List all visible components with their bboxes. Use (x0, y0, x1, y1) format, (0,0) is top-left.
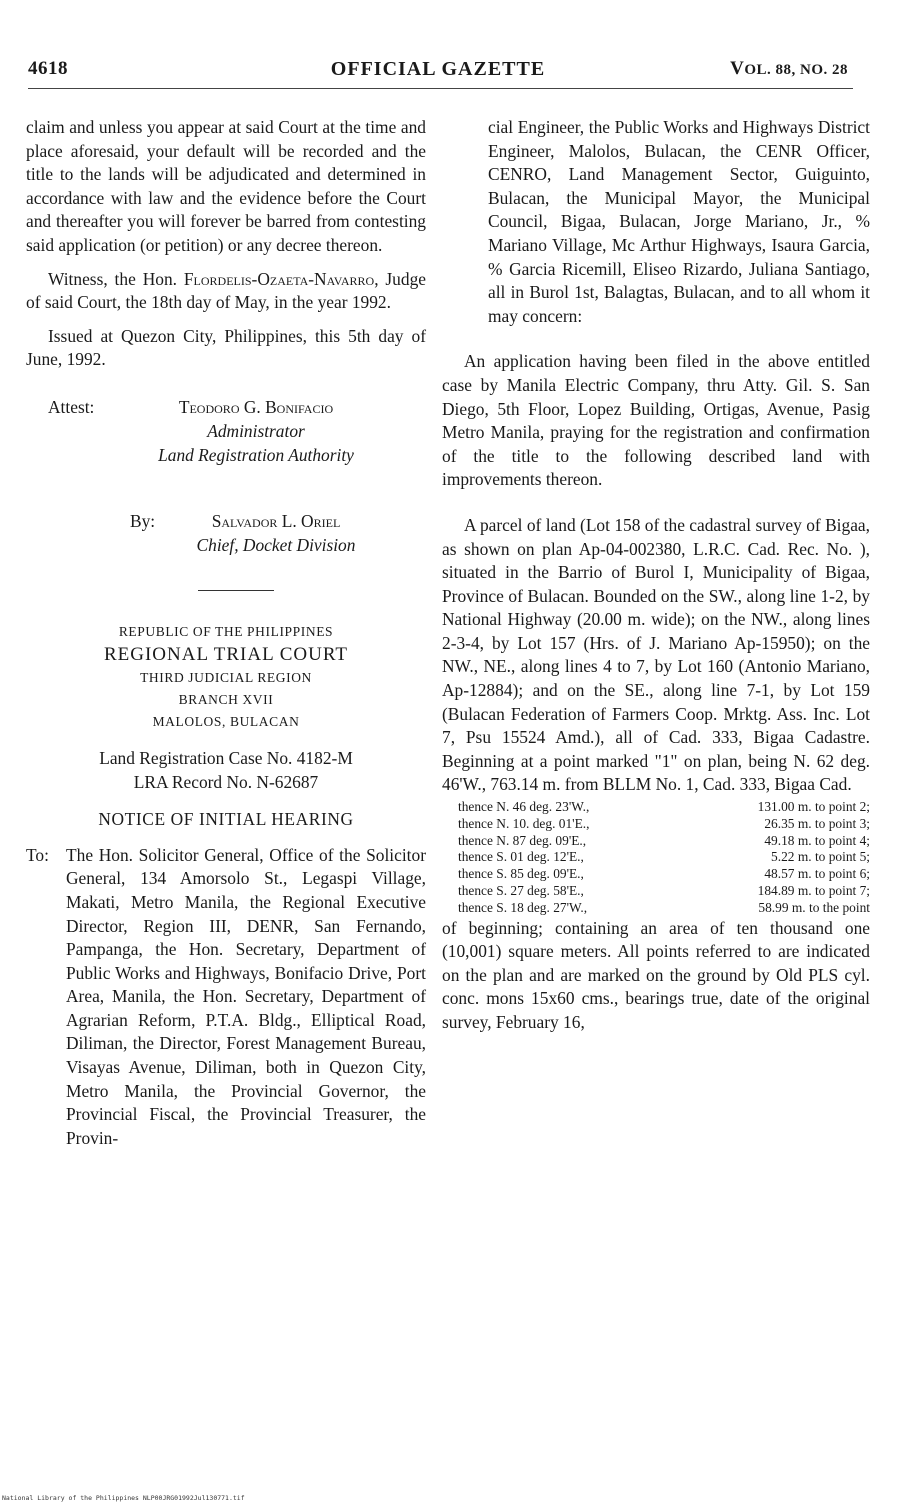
bearings-list (442, 799, 870, 917)
attest-name: Teodoro G. Bonifacio (178, 396, 334, 417)
header-rule (28, 88, 853, 89)
attest-label: Attest: (48, 396, 95, 417)
bearing-row (458, 833, 870, 850)
bearing-distance: 58.99 m. to the point (758, 899, 870, 915)
parcel-description: A parcel of land (Lot 158 of the cadastral survey of Bigaa, as shown on plan Ap-04-002380, L.R.C. Cad. Rec. No. ), situated in the Barrio of Burol I, Municipality of Bigaa, Province of Bulacan. Bounded on the SW., along line 1-2, by National Highway (20.00 m. wide); on the NW., along lines 2-3-4, by Lot 157 (Hrs. of J. Mariano Ap-15950); on the NW., NE., along lines 4 to 7, by Lot 160 (Antonio Mariano, Ap-12884); and on the SE., along line 7-1, by Lot 159 (Bulacan Federation of Farmers Coop. Mrktg. Ass. Inc. Lot 7, Psu 15524 Amd.), all of Cad. 333, Bigaa Cadastre. Beginning at a point marked "1" on plan, being N. 62 deg. 46'W., 763.14 m. from BLLM No. 1, Cad. 333, Bigaa Cad. (442, 514, 870, 795)
court-location: MALOLOS, BULACAN (152, 713, 300, 729)
by-name: Salvador L. Oriel (211, 510, 341, 531)
by-title: Chief, Docket Division (196, 534, 356, 555)
bearing-direction: thence N. 87 deg. 09'E., (458, 832, 587, 848)
bearing-direction: thence S. 01 deg. 12'E., (458, 849, 584, 865)
area-description: of beginning; containing an area of ten thousand one (10,001) square meters. All points referred to are indicated on the plan and are marked on the ground by Old PLS cyl. conc. mons 15x60 cms., bearings true, date of the original survey, February 16, (442, 917, 870, 1032)
bearing-row (458, 900, 870, 917)
bearing-direction: thence S. 27 deg. 58'E., (458, 883, 584, 899)
issued-paragraph: Issued at Quezon City, Philippines, this 5th day of June, 1992. (26, 325, 426, 370)
case-numbers (26, 747, 426, 794)
judge-name: Flordelis-Ozaeta-Navarro (183, 268, 375, 289)
bearing-distance: 49.18 m. to point 4; (764, 832, 870, 848)
bearing-row (458, 816, 870, 833)
volume-number (730, 58, 848, 80)
scan-footer: National Library of the Philippines NLP00JRG01992Jul130771.tif (2, 1494, 245, 1502)
page-header (28, 58, 848, 86)
bearing-direction: thence N. 46 deg. 23'W., (458, 799, 590, 815)
bearing-distance: 26.35 m. to point 3; (764, 815, 870, 831)
by-block (26, 510, 426, 574)
by-label: By: (130, 510, 156, 531)
volume-rest: OL. 88, NO. 28 (744, 62, 848, 78)
court-branch: BRANCH XVII (178, 691, 274, 707)
bearing-distance: 48.57 m. to point 6; (764, 866, 870, 882)
to-label: To: (26, 844, 49, 865)
volume-prefix: V (730, 58, 745, 79)
attest-title-administrator: Administrator (207, 420, 305, 441)
lra-record-number: LRA Record No. N-62687 (133, 771, 319, 792)
page-number: 4618 (28, 58, 68, 79)
bearing-distance: 184.89 m. to point 7; (757, 883, 870, 899)
bearing-row (458, 799, 870, 816)
addressees-text: The Hon. Solicitor General, Office of the Solicitor General, 134 Amorsolo St., Legaspi Village, Makati, Metro Manila, the Regional Executive Director, Region III, DENR, San Fernando, Pampanga, the Hon. Secretary, Department of Public Works and Highways, Bonifacio Drive, Port Area, Manila, the Hon. Secretary, Department of Agrarian Reform, P.T.A. Bldg., Elliptical Road, Diliman, the Director, Forest Management Bureau, Visayas Avenue, Diliman, both in Quezon City, Metro Manila, the Provincial Governor, the Provincial Fiscal, the Provincial Treasurer, the Provin- (66, 844, 426, 1148)
section-divider (198, 590, 274, 591)
notice-title: NOTICE OF INITIAL HEARING (98, 809, 354, 830)
bearing-direction: thence S. 18 deg. 27'W., (458, 899, 588, 915)
bearing-distance: 131.00 m. to point 2; (757, 799, 870, 815)
witness-paragraph (26, 268, 426, 315)
default-clause: claim and unless you appear at said Court at the time and place aforesaid, your default will be recorded and the title to the lands will be adjudicated and determined in accordance with law and the evidence before the Court and thereafter you will forever be barred from contesting said application (or petition) or any decree thereon. (26, 117, 426, 255)
addressees-continued: cial Engineer, the Public Works and Highways District Engineer, Malolos, Bulacan, the CENR Officer, CENRO, Land Management Sector, Guiguinto, Bulacan, the Municipal Mayor, the Municipal Council, Bigaa, Bulacan, Jorge Mariano, Jr., % Mariano Village, Mc Arthur Highways, Isaura Garcia, % Garcia Ricemill, Eliseo Rizardo, Juliana Santiago, all in Burol 1st, Balagtas, Bulacan, and to all whom it may concern: (488, 117, 870, 326)
application-paragraph: An application having been filed in the above entitled case by Manila Electric Company, thru Atty. Gil. S. San Diego, 5th Floor, Lopez Building, Ortigas, Avenue, Pasig Metro Manila, praying for the registration and confirmation of the title to the following described land with improvements thereon. (442, 351, 870, 490)
bearing-direction: thence S. 85 deg. 09'E., (458, 866, 584, 882)
left-column (26, 116, 426, 1150)
right-column (442, 116, 870, 1035)
bearing-row (458, 883, 870, 900)
witness-before: Witness, the Hon. (48, 268, 184, 289)
attest-title-agency: Land Registration Authority (158, 444, 354, 465)
addressees-block (26, 844, 426, 1151)
court-republic: REPUBLIC OF THE PHILIPPINES (118, 623, 334, 639)
court-region: THIRD JUDICIAL REGION (140, 669, 312, 685)
bearing-row (458, 866, 870, 883)
bearing-direction: thence N. 10. deg. 01'E., (458, 815, 590, 831)
bearing-row (458, 849, 870, 866)
witness-after: , Judge of said Court, the 18th day of May, in the year 1992. (26, 268, 426, 313)
bearing-distance: 5.22 m. to point 5; (771, 849, 870, 865)
court-name: REGIONAL TRIAL COURT (103, 643, 349, 665)
publication-title: OFFICIAL GAZETTE (330, 58, 546, 80)
case-number: Land Registration Case No. 4182-M (99, 747, 353, 768)
court-heading (26, 621, 426, 733)
attest-block (26, 396, 426, 500)
